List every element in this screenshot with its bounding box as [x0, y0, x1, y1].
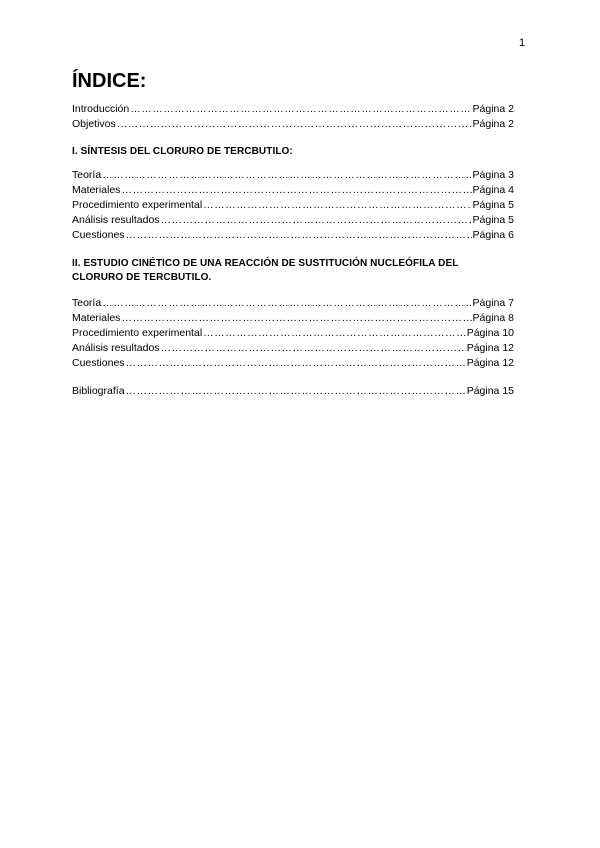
toc-entry-label: Objetivos — [72, 118, 116, 130]
toc-entry-label: Materiales — [72, 312, 121, 324]
toc-entry-label: Cuestiones — [72, 229, 125, 241]
toc-entry-procedimiento — [72, 198, 514, 213]
toc-entry-page: Página 15 — [466, 385, 514, 397]
toc-leader-dots — [130, 102, 471, 117]
toc-leader-dots — [126, 384, 466, 399]
toc-entry-objetivos — [72, 117, 514, 132]
toc-entry-label: Cuestiones — [72, 357, 125, 369]
toc-entry-procedimiento — [72, 326, 514, 341]
toc-entry-label: Análisis resultados — [72, 214, 160, 226]
toc-leader-dots — [102, 296, 471, 311]
toc-entry-label: Teoría — [72, 169, 102, 181]
toc-leader-dots — [161, 213, 472, 228]
toc-entry-teoria — [72, 296, 514, 311]
toc-entry-teoria — [72, 168, 514, 183]
toc-entry-cuestiones — [72, 228, 514, 243]
toc-entry-page: Página 2 — [472, 118, 514, 130]
toc-leader-dots — [126, 356, 466, 371]
toc-entry-analisis — [72, 213, 514, 228]
page-number: 1 — [519, 37, 526, 49]
toc-section2-group — [72, 296, 514, 371]
toc-bibliography-group — [72, 384, 514, 399]
toc-entry-page: Página 4 — [472, 184, 514, 196]
toc-entry-page: Página 6 — [472, 229, 514, 241]
toc-leader-dots — [203, 326, 466, 341]
toc-leader-dots — [161, 341, 466, 356]
toc-entry-bibliografia — [72, 384, 514, 399]
section-heading-1: I. SÍNTESIS DEL CLORURO DE TERCBUTILO: — [72, 146, 293, 157]
toc-leader-dots — [121, 311, 471, 326]
toc-leader-dots — [117, 117, 472, 132]
toc-leader-dots — [121, 183, 471, 198]
toc-entry-introduccion — [72, 102, 514, 117]
toc-entry-page: Página 12 — [466, 342, 514, 354]
toc-entry-page: Página 5 — [472, 199, 514, 211]
toc-entry-label: Materiales — [72, 184, 121, 196]
toc-entry-analisis — [72, 341, 514, 356]
toc-intro-group — [72, 102, 514, 132]
toc-section1-group — [72, 168, 514, 243]
toc-entry-page: Página 5 — [472, 214, 514, 226]
toc-entry-label: Introducción — [72, 103, 130, 115]
toc-entry-label: Análisis resultados — [72, 342, 160, 354]
toc-entry-page: Página 8 — [472, 312, 514, 324]
toc-entry-materiales — [72, 311, 514, 326]
document-title: ÍNDICE: — [72, 70, 147, 92]
toc-entry-cuestiones — [72, 356, 514, 371]
section-heading-2: II. ESTUDIO CINÉTICO DE UNA REACCIÓN DE SUSTITUCIÓN NUCLEÓFILA DEL CLORURO DE TERCBUTILO. — [72, 258, 459, 283]
toc-entry-label: Procedimiento experimental — [72, 199, 203, 211]
toc-leader-dots — [102, 168, 471, 183]
toc-entry-label: Teoría — [72, 297, 102, 309]
toc-entry-page: Página 10 — [466, 327, 514, 339]
toc-entry-label: Procedimiento experimental — [72, 327, 203, 339]
toc-entry-page: Página 7 — [472, 297, 514, 309]
toc-leader-dots — [126, 228, 472, 243]
toc-leader-dots — [203, 198, 471, 213]
toc-entry-materiales — [72, 183, 514, 198]
toc-entry-page: Página 3 — [472, 169, 514, 181]
toc-entry-page: Página 2 — [472, 103, 514, 115]
toc-entry-page: Página 12 — [466, 357, 514, 369]
toc-entry-label: Bibliografía — [72, 385, 125, 397]
